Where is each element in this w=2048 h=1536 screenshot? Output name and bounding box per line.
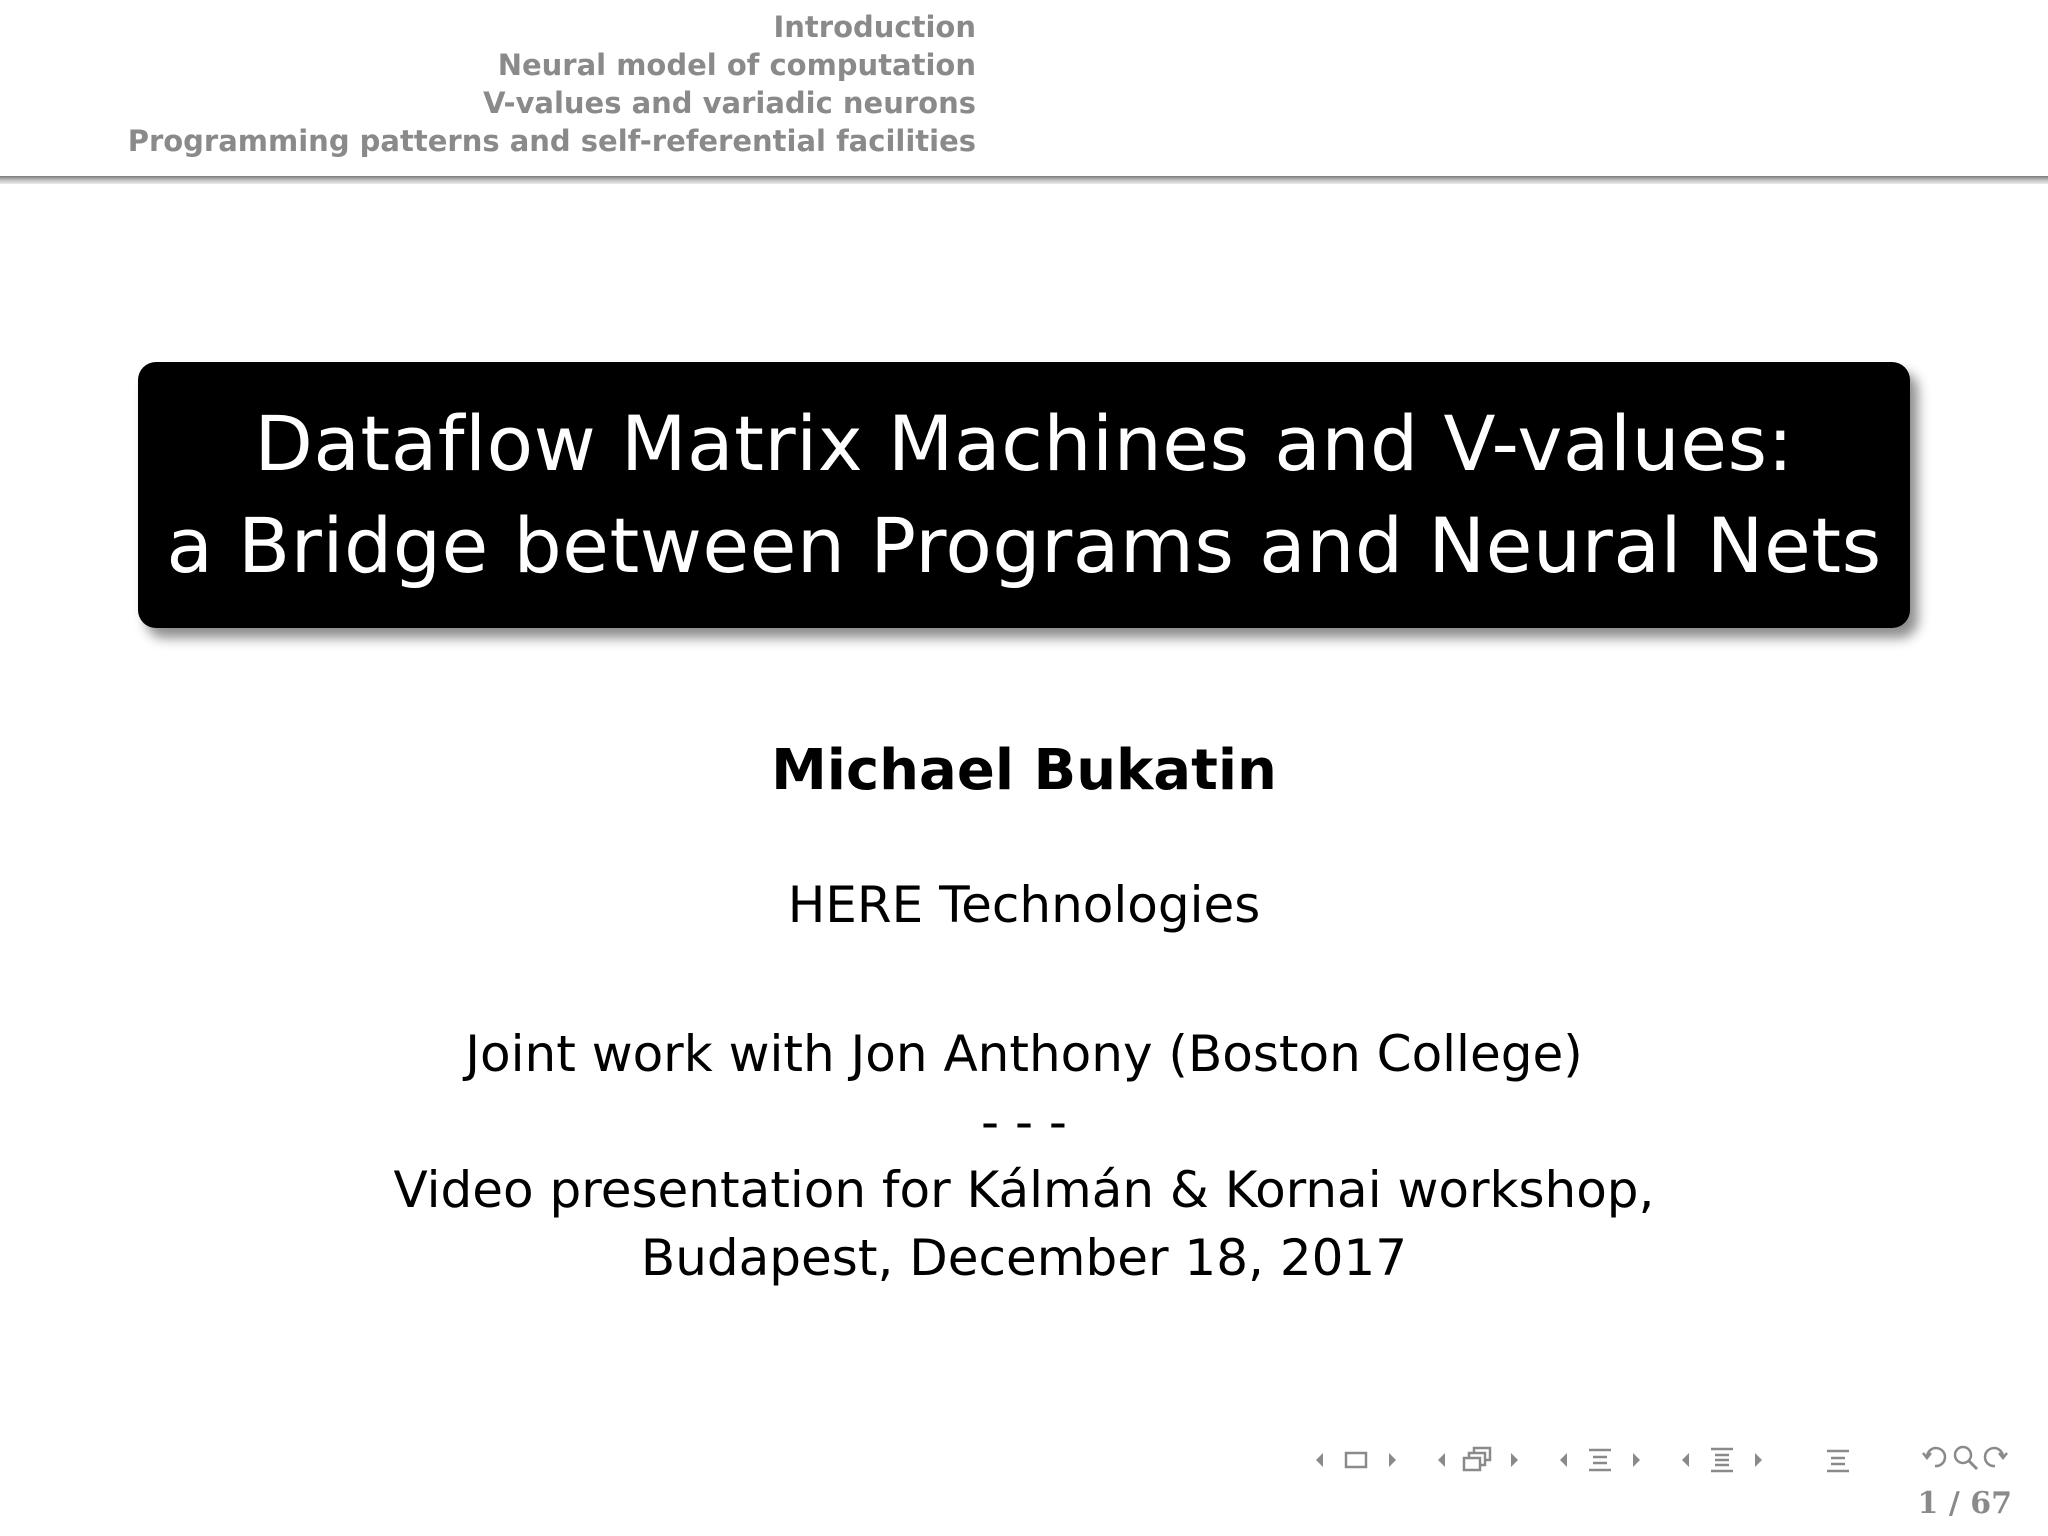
institute: HERE Technologies <box>787 876 1261 934</box>
presentation-prev-arrow-icon[interactable] <box>1676 1445 1694 1475</box>
section-link-introduction[interactable]: Introduction <box>773 10 976 44</box>
author-name: Michael Bukatin <box>771 738 1277 803</box>
section-prev-arrow-icon[interactable] <box>1554 1445 1572 1475</box>
navigation-symbols <box>1310 1440 1866 1480</box>
note-separator: - - - <box>981 1093 1067 1151</box>
navigation-tools <box>1920 1440 2010 1474</box>
section-link-neural-model[interactable]: Neural model of computation <box>497 48 976 82</box>
page-number: 1 / 67 <box>1917 1486 2012 1521</box>
section-link-programming-patterns[interactable]: Programming patterns and self-referential facilities <box>127 124 976 158</box>
subsection-icon[interactable] <box>1458 1443 1498 1477</box>
forward-icon[interactable] <box>1980 1440 2010 1474</box>
section-icon[interactable] <box>1580 1443 1620 1477</box>
section-list <box>128 8 976 160</box>
subsection-next-arrow-icon[interactable] <box>1506 1445 1524 1475</box>
presentation-nav <box>1676 1443 1768 1477</box>
subsection-prev-arrow-icon[interactable] <box>1432 1445 1450 1475</box>
header-divider <box>0 176 2048 184</box>
menu-icon[interactable] <box>1818 1443 1858 1477</box>
frame-next-arrow-icon[interactable] <box>1384 1445 1402 1475</box>
frame-prev-arrow-icon[interactable] <box>1310 1445 1328 1475</box>
back-icon[interactable] <box>1920 1440 1950 1474</box>
frame-icon[interactable] <box>1336 1443 1376 1477</box>
presentation-note <box>0 1020 2048 1292</box>
note-line-joint-work: Joint work with Jon Anthony (Boston College) <box>465 1025 1583 1083</box>
title-box <box>138 362 1910 628</box>
search-icon[interactable] <box>1950 1440 1980 1474</box>
subsection-nav <box>1432 1443 1524 1477</box>
title-line-1: Dataflow Matrix Machines and V-values: <box>254 399 1794 488</box>
presentation-next-arrow-icon[interactable] <box>1750 1445 1768 1475</box>
section-link-v-values[interactable]: V-values and variadic neurons <box>483 86 976 120</box>
note-line-date: Budapest, December 18, 2017 <box>640 1229 1408 1287</box>
header-navigation <box>0 0 2048 176</box>
note-line-venue: Video presentation for Kálmán & Kornai workshop, <box>393 1161 1655 1219</box>
frame-nav <box>1310 1443 1402 1477</box>
title-line-2: a Bridge between Programs and Neural Nets <box>166 501 1882 590</box>
section-next-arrow-icon[interactable] <box>1628 1445 1646 1475</box>
presentation-icon[interactable] <box>1702 1443 1742 1477</box>
section-nav <box>1554 1443 1646 1477</box>
